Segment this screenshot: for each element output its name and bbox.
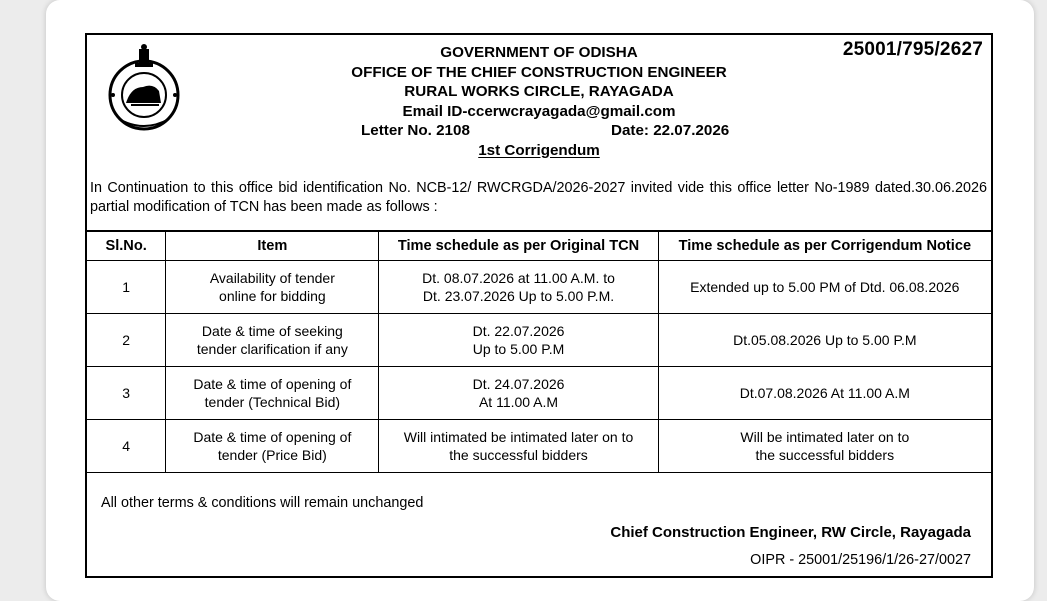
header-original: Time schedule as per Original TCN (379, 231, 658, 261)
header-slno: Sl.No. (87, 231, 166, 261)
header-item: Item (166, 231, 379, 261)
reference-number: 25001/795/2627 (842, 39, 983, 60)
letter-number: Letter No. 2108 (361, 122, 470, 139)
table-header-row (87, 231, 991, 261)
original-line: Dt. 22.07.2026 (472, 323, 565, 339)
table-row (87, 314, 991, 367)
table-row (87, 261, 991, 314)
corrigendum-line: Dt.07.08.2026 At 11.00 A.M (739, 385, 910, 401)
row-slno: 3 (87, 367, 166, 420)
item-line: Date & time of seeking (201, 323, 343, 339)
corrigendum-line: the successful bidders (755, 447, 895, 463)
original-line: Up to 5.00 P.M (472, 341, 565, 357)
item-line: Availability of tender (209, 270, 335, 286)
original-line: Dt. 23.07.2026 Up to 5.00 P.M. (422, 288, 615, 304)
original-line: At 11.00 A.M (478, 394, 559, 410)
table-row (87, 420, 991, 473)
circle-title: RURAL WORKS CIRCLE, RAYAGADA (404, 83, 674, 100)
notice-header (87, 43, 991, 160)
row-corrigendum (658, 314, 991, 367)
email-line: Email ID-ccerwcrayagada@gmail.com (402, 102, 676, 120)
row-corrigendum (658, 367, 991, 420)
schedule-table (87, 230, 991, 473)
original-line: the successful bidders (449, 447, 588, 463)
item-line: Date & time of opening of (193, 429, 352, 445)
row-item (166, 367, 379, 420)
corrigendum-line: Will be intimated later on to (740, 429, 910, 445)
original-line: Dt. 24.07.2026 (472, 376, 565, 392)
row-corrigendum (658, 261, 991, 314)
corrigendum-title: 1st Corrigendum (478, 141, 600, 159)
row-slno: 2 (87, 314, 166, 367)
row-slno: 1 (87, 261, 166, 314)
original-line: Will intimated be intimated later on to (403, 429, 634, 445)
row-slno: 4 (87, 420, 166, 473)
row-item (166, 314, 379, 367)
row-original (379, 367, 658, 420)
letter-line (87, 121, 991, 141)
row-original (379, 420, 658, 473)
intro-paragraph: In Continuation to this office bid identification No. NCB-12/ RWCRGDA/2026-2027 invited vide this office letter No-1989 dated.30.06.2026 partial modification of TCN has been made as follows : (90, 180, 987, 215)
item-line: online for bidding (219, 288, 326, 304)
terms-note: All other terms & conditions will remain unchanged (101, 495, 424, 511)
row-item (166, 261, 379, 314)
item-line: tender clarification if any (196, 341, 348, 357)
row-item (166, 420, 379, 473)
item-line: Date & time of opening of (193, 376, 352, 392)
oipr-number: OIPR - 25001/25196/1/26-27/0027 (750, 552, 971, 568)
row-original (379, 261, 658, 314)
original-line: Dt. 08.07.2026 at 11.00 A.M. to (422, 270, 615, 286)
row-corrigendum (658, 420, 991, 473)
tender-notice (85, 33, 993, 578)
office-title: OFFICE OF THE CHIEF CONSTRUCTION ENGINEER (351, 63, 727, 81)
corrigendum-line: Extended up to 5.00 PM of Dtd. 06.08.2026 (690, 279, 960, 295)
header-corrigendum: Time schedule as per Corrigendum Notice (658, 231, 991, 261)
table-row (87, 367, 991, 420)
item-line: tender (Price Bid) (217, 447, 327, 463)
row-original (379, 314, 658, 367)
govt-title: GOVERNMENT OF ODISHA (440, 44, 638, 61)
signatory: Chief Construction Engineer, RW Circle, Rayagada (610, 524, 971, 541)
corrigendum-line: Dt.05.08.2026 Up to 5.00 P.M (733, 332, 917, 348)
item-line: tender (Technical Bid) (204, 394, 341, 410)
letter-date: Date: 22.07.2026 (611, 122, 730, 139)
